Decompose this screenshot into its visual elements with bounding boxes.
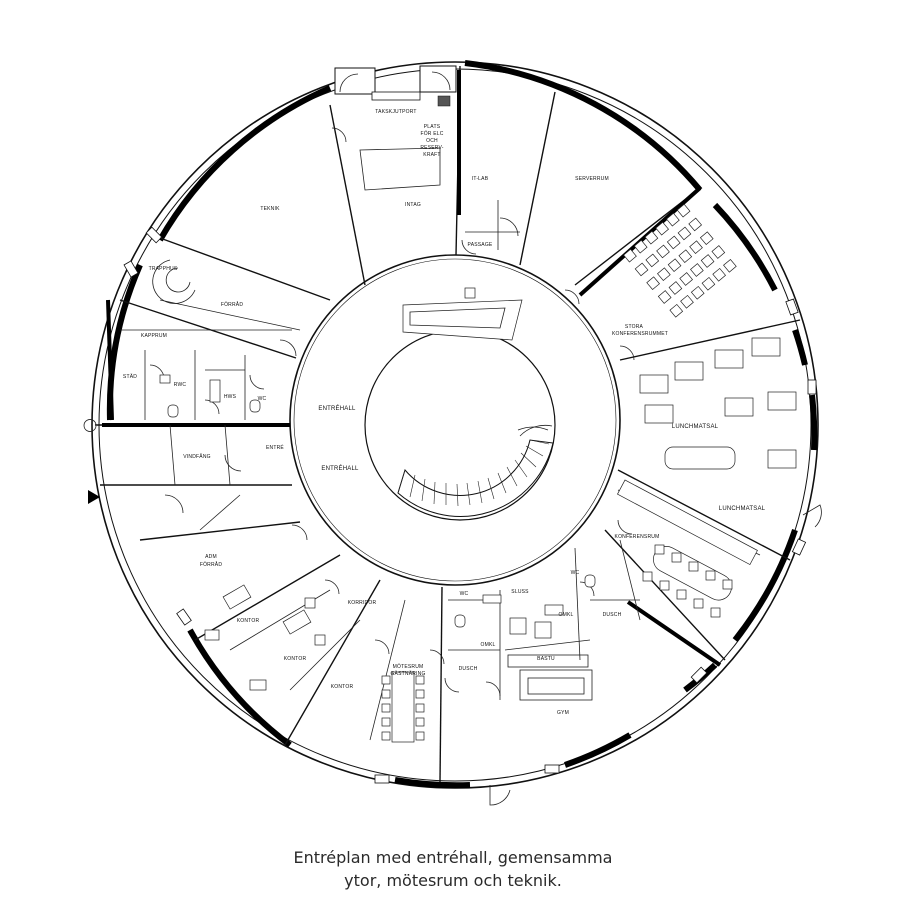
caption-line-2: ytor, mötesrum och teknik.	[344, 871, 562, 890]
label-takskjutport: TAKSKJUTPORT	[375, 109, 417, 115]
label-trapphus: TRAPPHUS	[148, 266, 178, 272]
label-lunchmatsal-1: LUNCHMATSAL	[671, 424, 719, 430]
top-entrance	[335, 66, 456, 106]
label-intag: INTAG	[405, 202, 421, 208]
label-vindfang: VINDFÅNG	[183, 454, 211, 460]
label-dusch-2: DUSCH	[602, 612, 622, 618]
label-plats-2: FÖR ELC	[420, 131, 444, 137]
label-passage: PASSAGE	[467, 242, 493, 248]
label-plats-5: KRAFT	[423, 152, 441, 158]
label-plats: PLATS	[423, 124, 441, 130]
label-wc: WC	[257, 396, 267, 402]
label-it-lab: IT-LAB	[471, 176, 489, 182]
label-omkl-2: OMKL	[558, 612, 574, 618]
label-kapprum: KAPPRUM	[140, 333, 168, 339]
label-kontor-1: KONTOR	[236, 618, 260, 624]
label-teknik: TEKNIK	[260, 206, 280, 212]
lunch-tables	[614, 338, 796, 565]
label-plats-4: RESERV-	[420, 145, 444, 151]
office-desks	[205, 585, 325, 690]
caption-line-1: Entréplan med entréhall, gemensamma	[293, 848, 613, 867]
label-entre: ENTRÉ	[266, 445, 284, 451]
central-atrium	[365, 330, 555, 520]
label-plats-3: OCH	[426, 138, 438, 144]
label-motesrum-1: MÖTESRUM	[392, 664, 424, 670]
label-gym: GYM	[557, 710, 569, 716]
label-lunchmatsal-2: LUNCHMATSAL	[718, 506, 766, 512]
label-stad: STÄD	[122, 374, 138, 380]
label-adm-forrad-1: ADM	[205, 554, 217, 560]
label-wc-2: WC	[459, 591, 469, 597]
label-kontor-2: KONTOR	[283, 656, 307, 662]
meeting-table	[382, 672, 424, 742]
label-serverrum: SERVERRUM	[575, 176, 609, 182]
label-kontor-3: KONTOR	[330, 684, 354, 690]
label-motesrum-2: GÄSTNÄRING	[390, 671, 426, 677]
label-konferensrum: KONFERENSRUM	[614, 534, 660, 540]
spiral-staircase	[398, 425, 553, 516]
conference-seating	[624, 204, 737, 317]
label-stora-konf-2: KONFERENSRUMMET	[611, 331, 669, 337]
secondary-walls	[120, 148, 760, 740]
label-bastu: BASTU	[537, 656, 555, 662]
label-wc-3: WC	[570, 570, 580, 576]
label-adm-forrad-2: FÖRRÅD	[199, 562, 223, 568]
konferensrum-table	[643, 542, 736, 617]
label-hws: HWS	[223, 394, 237, 400]
label-omkl-1: OMKL	[480, 642, 496, 648]
label-entrehall-1: ENTRÉHALL	[318, 406, 356, 412]
label-entrehall-2: ENTRÉHALL	[321, 466, 359, 472]
label-dusch-1: DUSCH	[458, 666, 478, 672]
label-stora-konf-1: STORA	[624, 324, 644, 330]
label-korridor: KORRIDOR	[347, 600, 377, 606]
reception-desk	[403, 288, 522, 340]
label-forrad: FÖRRÅD	[220, 302, 244, 308]
label-rwc: RWC	[173, 382, 187, 388]
label-sluss: SLUSS	[511, 589, 529, 595]
